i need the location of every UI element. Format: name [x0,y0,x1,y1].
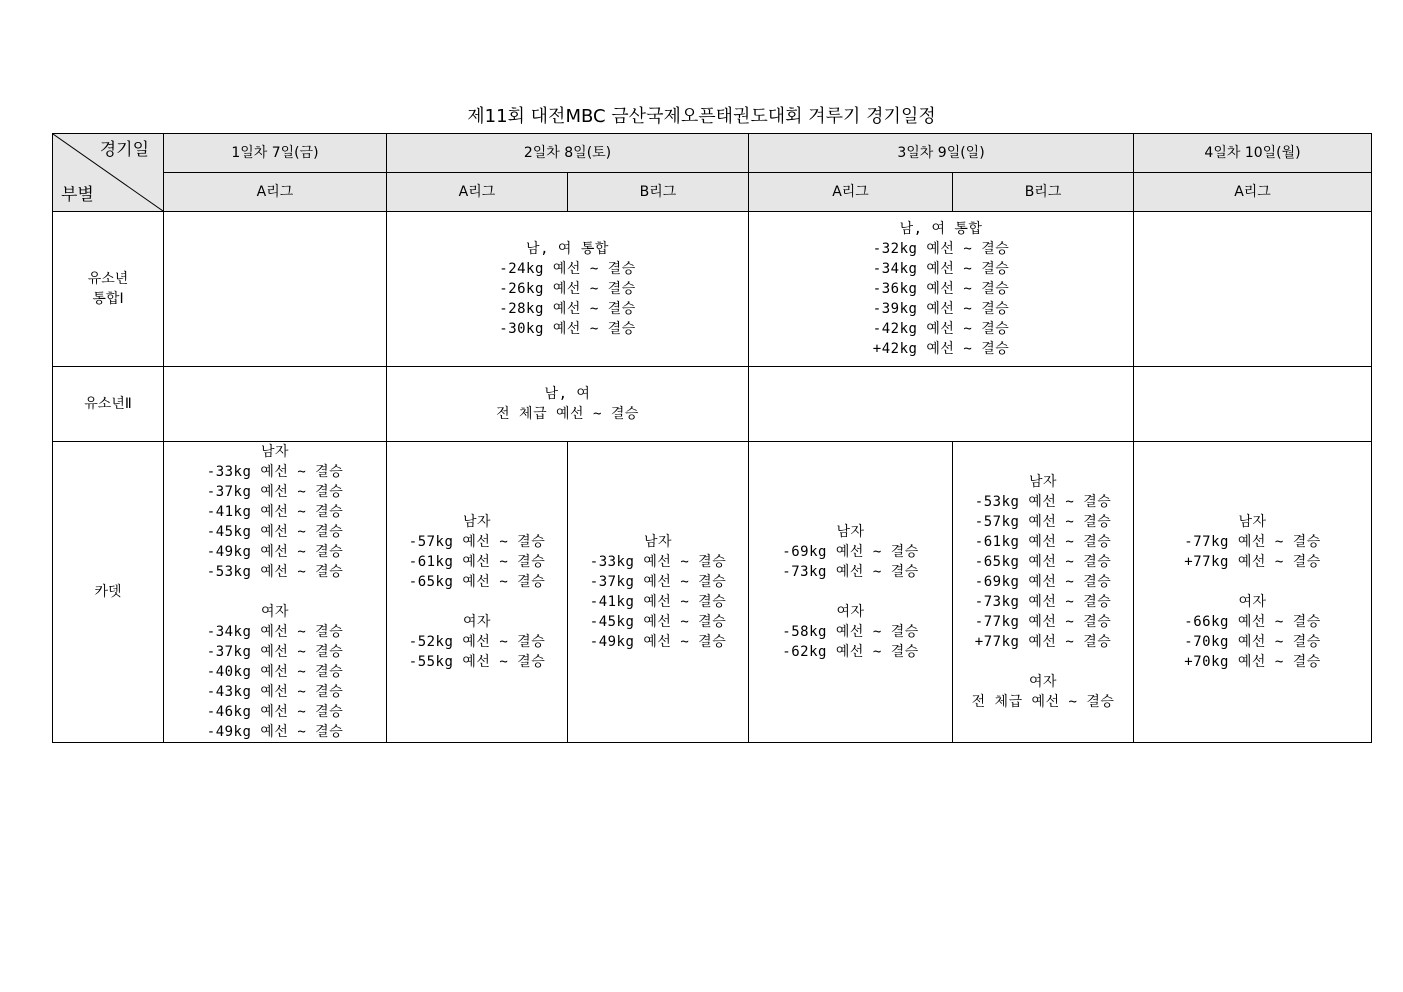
corner-bottom-label: 부별 [61,185,94,205]
row-label [53,442,164,743]
weight-class: -46kg 예선 ~ 결승 [206,704,344,720]
weight-class: -37kg 예선 ~ 결승 [206,484,344,500]
weight-class: +42kg 예선 ~ 결승 [872,341,1010,357]
row-label-line: 통합Ⅰ [92,291,124,307]
weight-class: +77kg 예선 ~ 결승 [1184,554,1321,570]
weight-class: -49kg 예선 ~ 결승 [206,724,344,740]
row-label-line: 유소년Ⅱ [84,396,132,412]
weight-class: -37kg 예선 ~ 결승 [589,574,727,590]
header-row-days [53,134,1372,173]
weight-class: -66kg 예선 ~ 결승 [1184,614,1321,630]
weight-class: -42kg 예선 ~ 결승 [872,321,1010,337]
day-2-league-b: B리그 [568,173,749,212]
day-3-league-b: B리그 [953,173,1134,212]
weight-class: -70kg 예선 ~ 결승 [1184,634,1321,650]
day-3-cell [749,212,1134,367]
day-1-cell [164,367,387,442]
group-title: 남, 여 통합 [899,221,983,237]
weight-class: -65kg 예선 ~ 결승 [974,554,1112,570]
gender-title-male: 남자 [462,514,492,530]
weight-class: -26kg 예선 ~ 결승 [499,281,636,297]
weight-class: -37kg 예선 ~ 결승 [206,644,344,660]
weight-class: 전 체급 예선 ~ 결승 [496,406,639,422]
weight-class: -65kg 예선 ~ 결승 [408,574,546,590]
corner-cell [53,134,164,212]
weight-class: -34kg 예선 ~ 결승 [206,624,344,640]
weight-class: -43kg 예선 ~ 결승 [206,684,344,700]
weight-class: -73kg 예선 ~ 결승 [782,564,919,580]
weight-class: -41kg 예선 ~ 결승 [206,504,344,520]
day-2-league-a: A리그 [387,173,568,212]
row-label [53,212,164,367]
schedule-table [52,133,1372,743]
weight-class: -45kg 예선 ~ 결승 [206,524,344,540]
weight-class: -62kg 예선 ~ 결승 [782,644,919,660]
row-youth-combined-1 [53,212,1372,367]
day-1-header: 1일차 7일(금) [164,134,387,173]
weight-class: -45kg 예선 ~ 결승 [589,614,727,630]
day-1-cell [164,212,387,367]
weight-class: -53kg 예선 ~ 결승 [974,494,1112,510]
day-4-cell [1134,367,1372,442]
weight-class: -33kg 예선 ~ 결승 [589,554,727,570]
day-4-cell [1134,212,1372,367]
day-2-cell [387,367,749,442]
weight-class: -57kg 예선 ~ 결승 [974,514,1112,530]
day-2-league-a-cell [387,442,568,743]
weight-class: -41kg 예선 ~ 결승 [589,594,727,610]
weight-class: -30kg 예선 ~ 결승 [499,321,636,337]
day-3-league-a: A리그 [749,173,953,212]
gender-title-female: 여자 [836,604,865,620]
weight-class: -58kg 예선 ~ 결승 [782,624,919,640]
day-4-header: 4일차 10일(월) [1134,134,1372,173]
weight-class: -24kg 예선 ~ 결승 [499,261,636,277]
day-4-league-a: A리그 [1134,173,1372,212]
weight-class: -61kg 예선 ~ 결승 [408,554,546,570]
row-label-line: 카뎃 [94,584,122,600]
gender-title-female: 여자 [462,614,492,630]
weight-class: -49kg 예선 ~ 결승 [206,544,344,560]
gender-title-male: 남자 [643,534,673,550]
weight-class: -57kg 예선 ~ 결승 [408,534,546,550]
weight-class: -73kg 예선 ~ 결승 [974,594,1112,610]
gender-title-female: 여자 [1238,594,1267,610]
weight-class: -69kg 예선 ~ 결승 [782,544,919,560]
document-title: 제11회 대전MBC 금산국제오픈태권도대회 겨루기 경기일정 [467,106,936,127]
day-3-league-a-cell [749,442,953,743]
day-1-cell [164,442,387,743]
corner-top-label: 경기일 [99,140,149,160]
weight-class: -32kg 예선 ~ 결승 [872,241,1010,257]
weight-class: -77kg 예선 ~ 결승 [974,614,1112,630]
weight-class: +77kg 예선 ~ 결승 [974,634,1112,650]
day-4-league-a-cell [1134,442,1372,743]
weight-class: 전 체급 예선 ~ 결승 [971,694,1115,710]
weight-class: -69kg 예선 ~ 결승 [974,574,1112,590]
group-title: 남, 여 통합 [526,241,609,257]
weight-class: -33kg 예선 ~ 결승 [206,464,344,480]
weight-class: -55kg 예선 ~ 결승 [408,654,546,670]
day-2-header: 2일차 8일(토) [387,134,749,173]
weight-class: -36kg 예선 ~ 결승 [872,281,1010,297]
day-1-league-a: A리그 [164,173,387,212]
row-label-line: 유소년 [87,271,129,287]
weight-class: -53kg 예선 ~ 결승 [206,564,344,580]
weight-class: -28kg 예선 ~ 결승 [499,301,636,317]
weight-class: -40kg 예선 ~ 결승 [206,664,344,680]
gender-title-male: 남자 [1028,474,1058,490]
weight-class: -61kg 예선 ~ 결승 [974,534,1112,550]
day-2-league-b-cell [568,442,749,743]
day-3-league-b-cell [953,442,1134,743]
gender-title-female: 여자 [1028,674,1058,690]
weight-class: -49kg 예선 ~ 결승 [589,634,727,650]
gender-title-female: 여자 [260,604,290,620]
gender-title-male: 남자 [836,524,865,540]
header-row-leagues [53,173,1372,212]
row-youth-2 [53,367,1372,442]
row-cadet [53,442,1372,743]
weight-class: -77kg 예선 ~ 결승 [1184,534,1321,550]
day-3-cell [749,367,1134,442]
day-2-cell [387,212,749,367]
gender-title-male: 남자 [1238,514,1267,530]
weight-class: -39kg 예선 ~ 결승 [872,301,1010,317]
group-title: 남, 여 [544,386,591,402]
weight-class: +70kg 예선 ~ 결승 [1184,654,1321,670]
gender-title-male: 남자 [260,444,290,460]
weight-class: -52kg 예선 ~ 결승 [408,634,546,650]
day-3-header: 3일차 9일(일) [749,134,1134,173]
weight-class: -34kg 예선 ~ 결승 [872,261,1010,277]
row-label [53,367,164,442]
